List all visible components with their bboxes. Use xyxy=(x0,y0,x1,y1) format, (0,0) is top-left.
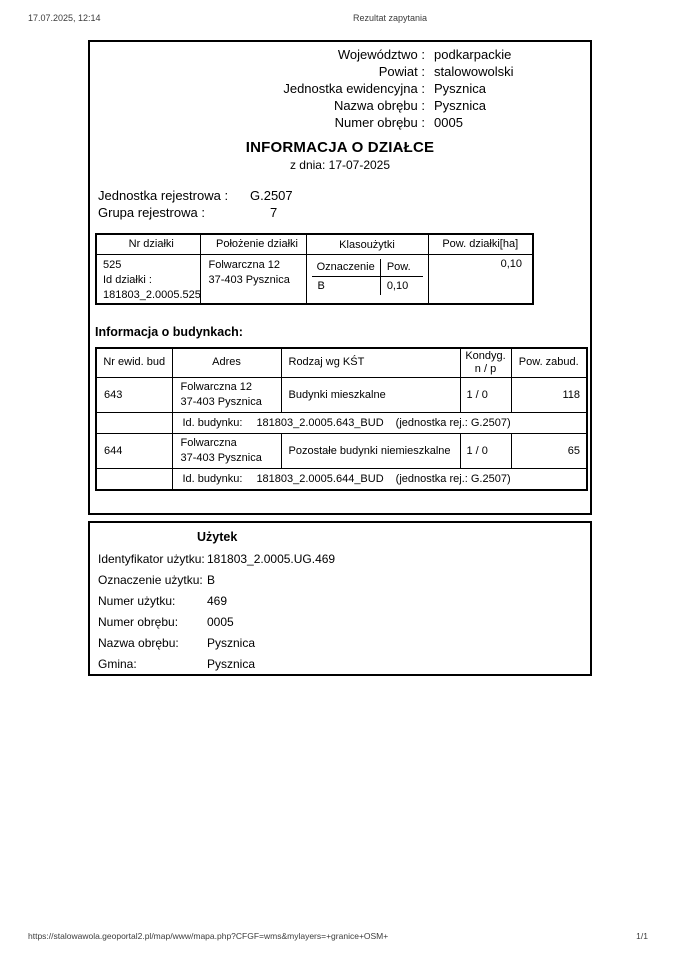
parcel-header-position: Położenie działki xyxy=(200,234,306,254)
buildings-header-adres: Adres xyxy=(172,348,281,378)
region-info-row xyxy=(90,114,590,131)
print-title: Rezultat zapytania xyxy=(353,13,428,23)
uzytek-value: B xyxy=(207,573,216,587)
register-label: Jednostka rejestrowa : xyxy=(98,188,229,203)
parcel-table-data-row xyxy=(96,254,533,304)
uzytek-row xyxy=(98,549,590,570)
register-block xyxy=(98,187,590,221)
building-id-note: (jednostka rej.: G.2507) xyxy=(395,417,511,429)
building-address-line1: Folwarczna 12 xyxy=(180,381,253,393)
building-type: Pozostałe budynki niemieszkalne xyxy=(281,434,460,469)
klasouzytki-subtable xyxy=(312,259,423,295)
buildings-header-nr: Nr ewid. bud xyxy=(96,348,172,378)
print-footer xyxy=(28,931,648,941)
print-header xyxy=(28,13,650,23)
building-address-line1: Folwarczna xyxy=(180,437,237,449)
register-row xyxy=(98,187,590,204)
building-id-value: 181803_2.0005.643_BUD xyxy=(256,417,384,429)
parcel-number-cell xyxy=(96,254,200,304)
building-number: 643 xyxy=(96,378,172,413)
uzytek-row xyxy=(98,633,590,654)
building-id-label: Id. budynku: xyxy=(182,417,243,429)
region-value: Pysznica xyxy=(434,98,487,113)
region-label: Województwo : xyxy=(337,47,425,62)
building-id-row xyxy=(96,469,587,490)
uzytek-row xyxy=(98,570,590,591)
building-id-row xyxy=(96,413,587,434)
print-datetime: 17.07.2025, 12:14 xyxy=(28,13,101,23)
document-subtitle: z dnia: 17-07-2025 xyxy=(289,158,391,172)
buildings-header-row xyxy=(96,348,587,378)
register-value: 7 xyxy=(270,205,278,220)
building-type: Budynki mieszkalne xyxy=(281,378,460,413)
uzytek-label: Numer użytku: xyxy=(98,594,176,608)
uzytek-label: Oznaczenie użytku: xyxy=(98,573,203,587)
region-info-row xyxy=(90,63,590,80)
building-id-cell xyxy=(172,413,587,434)
parcel-header-nr: Nr działki xyxy=(96,234,200,254)
uzytek-row xyxy=(98,591,590,612)
building-row xyxy=(96,434,587,469)
uzytek-label: Identyfikator użytku: xyxy=(98,552,205,566)
parcel-id-value: 181803_2.0005.525 xyxy=(103,288,201,301)
building-storeys: 1 / 0 xyxy=(460,434,511,469)
empty-cell xyxy=(96,469,172,490)
buildings-table xyxy=(95,347,588,491)
region-value: Pysznica xyxy=(434,81,487,96)
uzytek-rows xyxy=(98,549,590,675)
region-info-row xyxy=(90,97,590,114)
region-label: Powiat : xyxy=(378,64,425,79)
klasouzytki-header-row xyxy=(312,259,423,277)
klaso-header-oznaczenie: Oznaczenie xyxy=(312,259,381,277)
parcel-id-label: Id działki : xyxy=(103,273,152,286)
building-area: 118 xyxy=(511,378,587,413)
buildings-header-pow: Pow. zabud. xyxy=(511,348,587,378)
building-address-line2: 37-403 Pysznica xyxy=(180,452,262,464)
uzytek-value: 181803_2.0005.UG.469 xyxy=(207,552,336,566)
uzytek-value: Pysznica xyxy=(207,657,256,671)
building-id-cell xyxy=(172,469,587,490)
building-address-line2: 37-403 Pysznica xyxy=(180,396,262,408)
region-value: podkarpackie xyxy=(434,47,512,62)
buildings-header-rodzaj: Rodzaj wg KŚT xyxy=(281,348,460,378)
building-address-cell xyxy=(172,434,281,469)
building-area: 65 xyxy=(511,434,587,469)
region-label: Numer obrębu : xyxy=(334,115,425,130)
print-footer-url: https://stalowawola.geoportal2.pl/map/www/mapa.php?CFGF=wms&mylayers=+granice+OSM+ xyxy=(28,931,389,941)
region-info-row xyxy=(90,46,590,63)
parcel-address-line1: Folwarczna 12 xyxy=(208,258,281,271)
print-footer-page-number: 1/1 xyxy=(636,931,648,941)
register-label: Grupa rejestrowa : xyxy=(98,205,205,220)
uzytek-value: Pysznica xyxy=(207,636,256,650)
klasouzytki-data-row xyxy=(312,277,423,295)
empty-cell xyxy=(96,413,172,434)
region-info-block xyxy=(90,46,590,131)
uzytek-row xyxy=(98,654,590,675)
uzytek-panel xyxy=(88,521,592,676)
buildings-section-heading: Informacja o budynkach: xyxy=(95,324,243,339)
building-row xyxy=(96,378,587,413)
building-id-value: 181803_2.0005.644_BUD xyxy=(256,472,384,485)
building-number: 644 xyxy=(96,434,172,469)
region-value: 0005 xyxy=(434,115,463,130)
uzytek-label: Gmina: xyxy=(98,657,137,671)
uzytek-row xyxy=(98,612,590,633)
region-label: Nazwa obrębu : xyxy=(333,98,425,113)
uzytek-label: Nazwa obrębu: xyxy=(98,636,179,650)
parcel-address-line2: 37-403 Pysznica xyxy=(208,273,290,286)
klaso-pow: 0,10 xyxy=(386,279,409,292)
parcel-address-cell xyxy=(200,254,306,304)
parcel-info-panel xyxy=(88,40,592,515)
parcel-klasouzytki-cell xyxy=(306,254,428,304)
parcel-header-area: Pow. działki[ha] xyxy=(428,234,533,254)
region-info-row xyxy=(90,80,590,97)
region-label: Jednostka ewidencyjna : xyxy=(283,81,425,96)
buildings-header-kondyg: Kondyg. n / p xyxy=(460,348,511,378)
uzytek-value: 0005 xyxy=(207,615,234,629)
parcel-number: 525 xyxy=(103,258,122,271)
parcel-table xyxy=(95,233,534,305)
register-value: G.2507 xyxy=(250,188,293,203)
uzytek-label: Numer obrębu: xyxy=(98,615,179,629)
document-title: INFORMACJA O DZIAŁCE xyxy=(245,139,435,156)
parcel-header-klasouzytki: Klasoużytki xyxy=(306,234,428,254)
building-id-label: Id. budynku: xyxy=(182,472,243,485)
klaso-header-pow: Pow. xyxy=(380,259,422,277)
region-value: stalowowolski xyxy=(434,64,514,79)
building-id-note: (jednostka rej.: G.2507) xyxy=(395,472,511,485)
klaso-oznaczenie: B xyxy=(312,277,381,295)
parcel-area: 0,10 xyxy=(428,254,533,304)
register-row xyxy=(98,204,590,221)
parcel-table-header-row xyxy=(96,234,533,254)
building-storeys: 1 / 0 xyxy=(460,378,511,413)
uzytek-title: Użytek xyxy=(197,530,238,544)
building-address-cell xyxy=(172,378,281,413)
uzytek-value: 469 xyxy=(207,594,228,608)
